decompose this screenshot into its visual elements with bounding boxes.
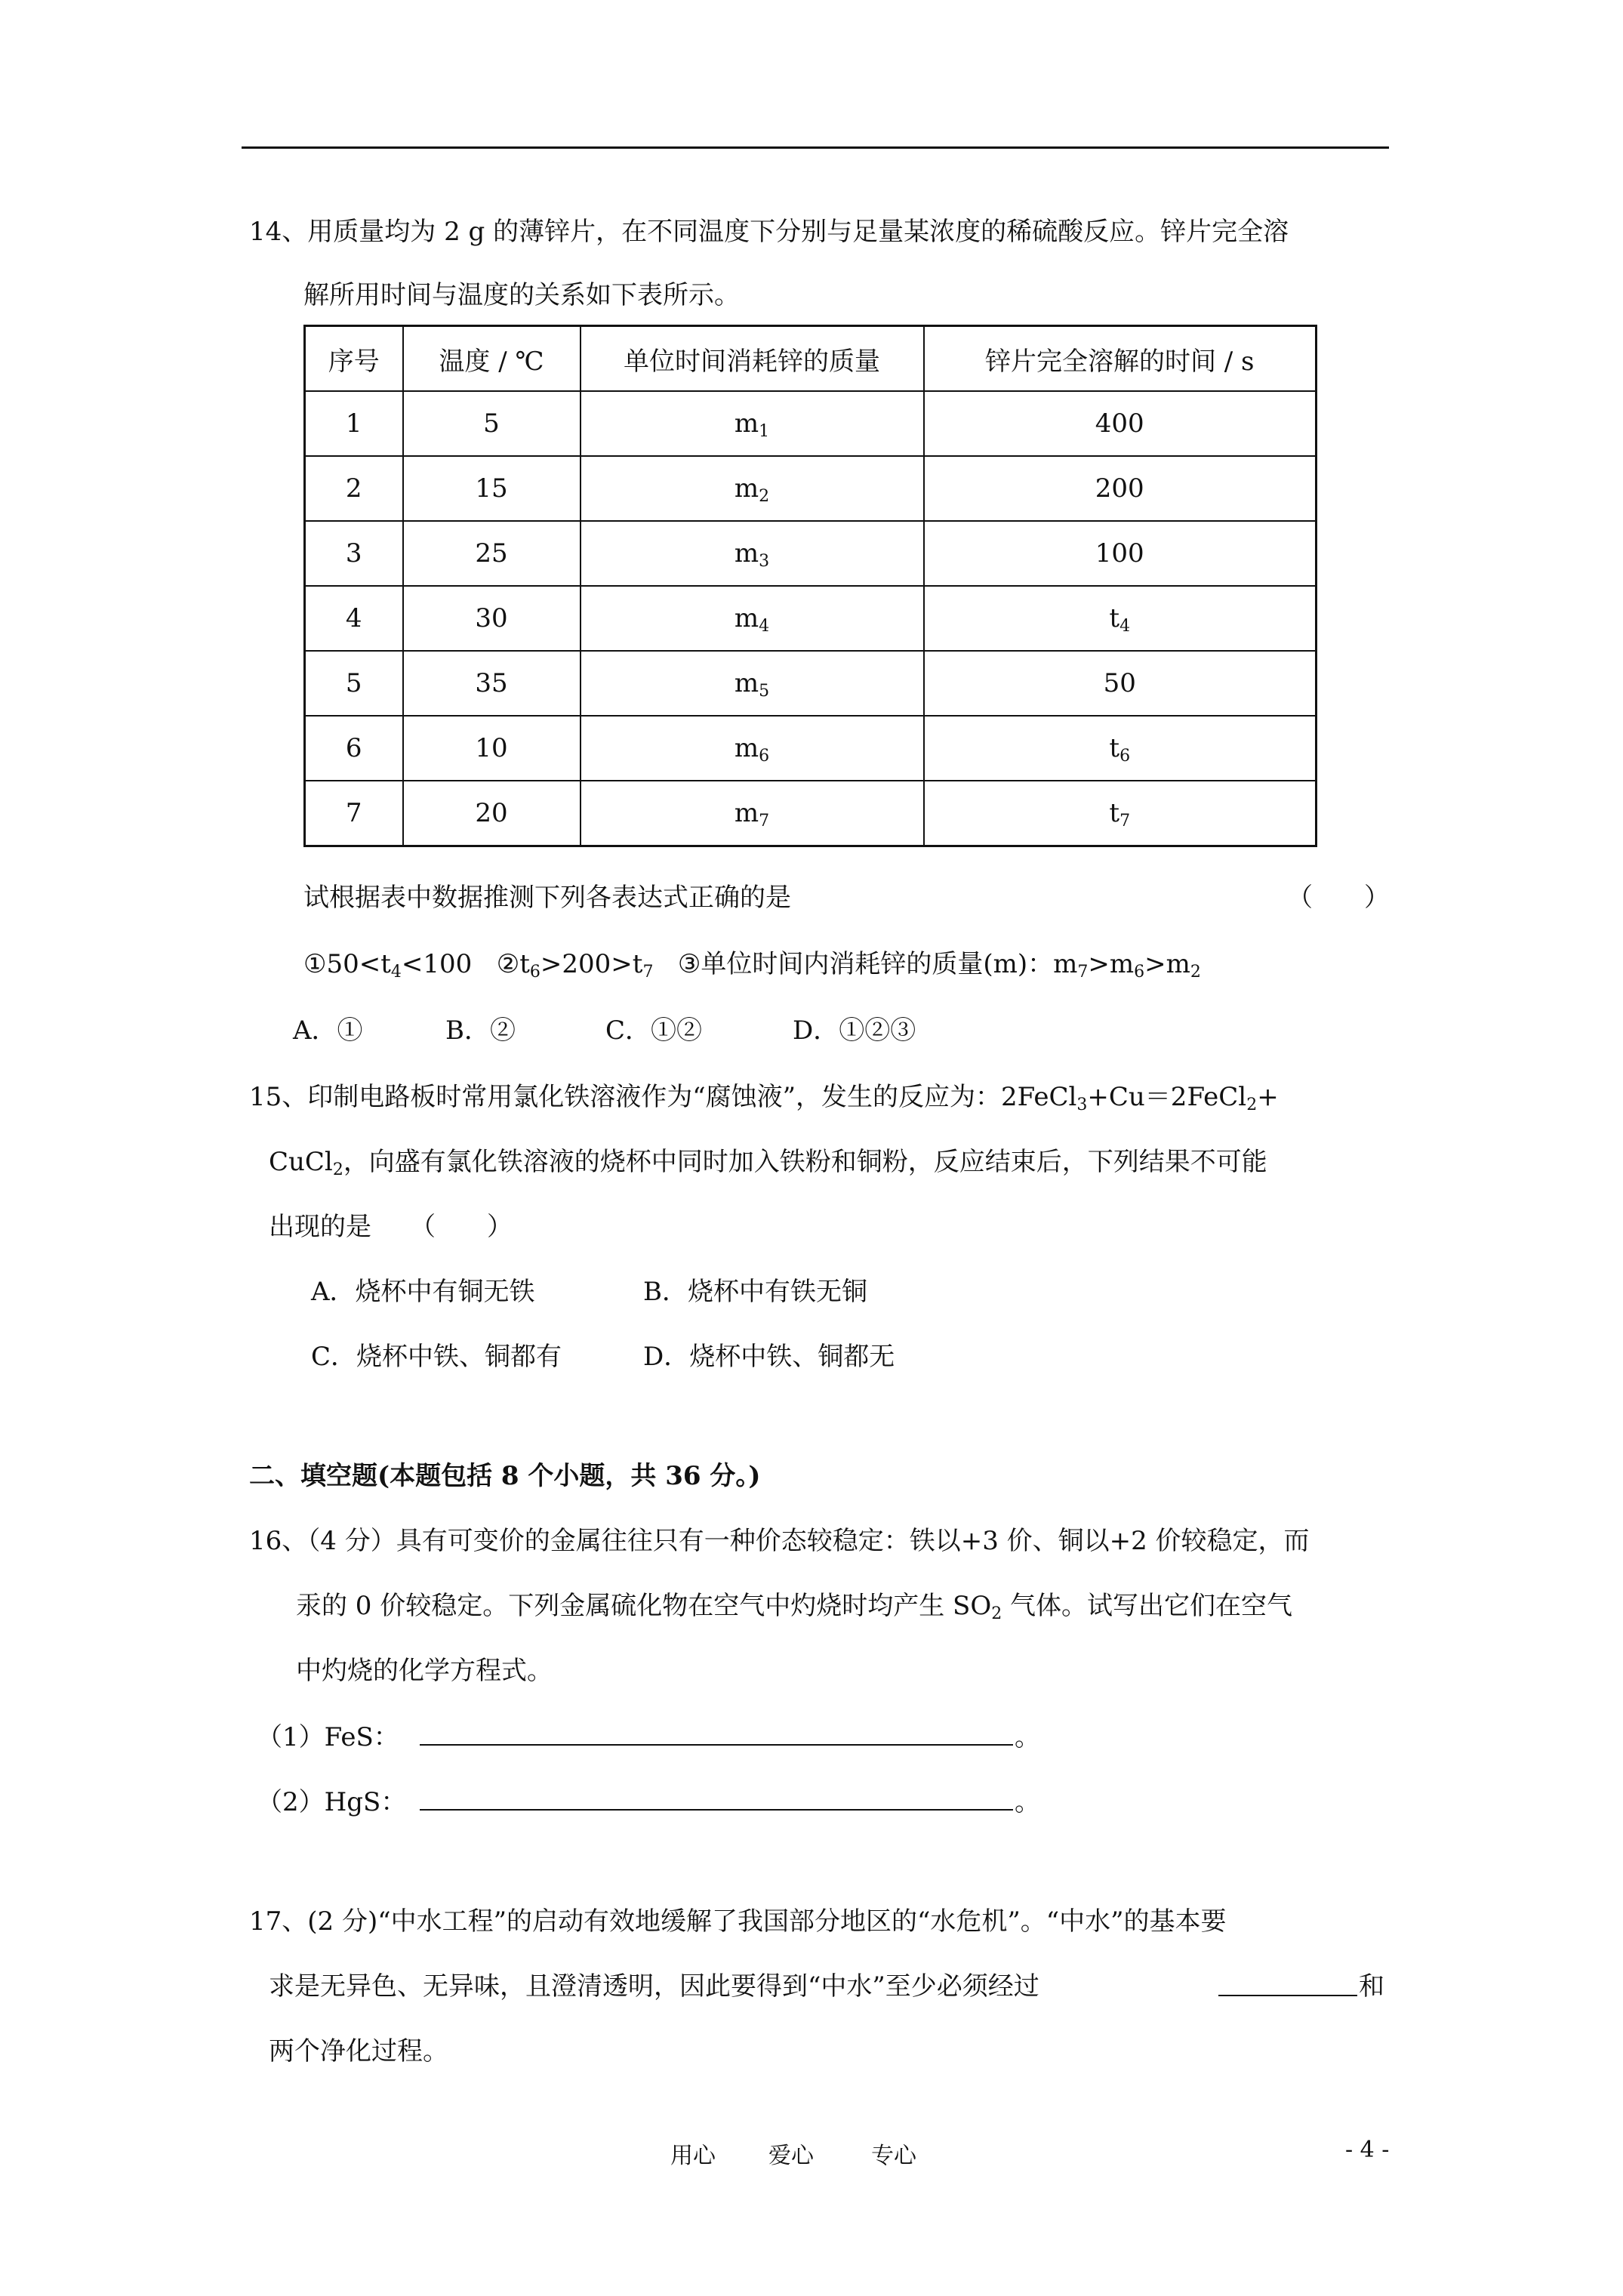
- cell-time-value: 100: [1095, 538, 1144, 569]
- q15-option-b: B．烧杯中有铁无铜: [643, 1277, 867, 1307]
- header-rule: [242, 146, 1389, 149]
- cell-mass-subscript: 7: [759, 812, 770, 831]
- table-row: [305, 586, 1317, 651]
- q16-sub1-label: （1）FeS：: [257, 1722, 399, 1752]
- cell-index: 6: [305, 716, 403, 781]
- q16-answer-blank-2[interactable]: [420, 1809, 1013, 1811]
- cell-time-value: 50: [1103, 668, 1136, 698]
- table-row: [305, 521, 1317, 586]
- cell-mass: [581, 391, 924, 456]
- q15-line2: CuCl$_2$，向盛有氯化铁溶液的烧杯中同时加入铁粉和铜粉，反应结束后，下列结果不可能: [269, 1147, 1267, 1179]
- q14-statements: [303, 945, 1201, 983]
- cell-mass-symbol: m: [734, 538, 759, 569]
- cell-index: 1: [305, 391, 403, 456]
- q15-option-c: C．烧杯中铁、铜都有: [311, 1342, 562, 1372]
- cell-temperature: 15: [403, 456, 581, 521]
- q14-prompt: 试根据表中数据推测下列各表达式正确的是: [303, 883, 791, 913]
- q14-option-b: B．②: [445, 1015, 516, 1046]
- cell-mass-subscript: 6: [759, 747, 770, 766]
- q16-line2: 汞的 0 价较稳定。下列金属硫化物在空气中灼烧时均产生 $SO_2$ 气体。试写出它们在空气: [296, 1591, 1293, 1623]
- footer-motto-1: 用心: [670, 2143, 716, 2169]
- cell-mass-subscript: 5: [759, 682, 770, 701]
- q14-line2: 解所用时间与温度的关系如下表所示。: [303, 280, 740, 310]
- footer-motto-3: 专心: [871, 2143, 916, 2169]
- q16-line1: 16、（4 分）具有可变价的金属往往只有一种价态较稳定：铁以+3 价、铜以+2 价较稳定，而: [249, 1526, 1310, 1556]
- cell-time-value: t: [1109, 603, 1120, 633]
- stmt3: ③单位时间内消耗锌的质量(m)：$m_7>m_6>m_2$: [677, 949, 1201, 982]
- cell-time: [924, 391, 1317, 456]
- table-row: [305, 716, 1317, 781]
- cell-mass: [581, 456, 924, 521]
- cell-time-value: 200: [1095, 473, 1144, 504]
- q14-line1: 14、用质量均为 2 g 的薄锌片，在不同温度下分别与足量某浓度的稀硫酸反应。锌片完全溶: [249, 217, 1289, 247]
- cell-time-value: t: [1109, 733, 1120, 763]
- cell-time-subscript: 4: [1119, 617, 1131, 636]
- cell-mass: [581, 716, 924, 781]
- cell-mass: [581, 586, 924, 651]
- table-row: [305, 781, 1317, 846]
- q14-option-a: A．①: [293, 1015, 363, 1046]
- q17-line1: 17、(2 分)“中水工程”的启动有效地缓解了我国部分地区的“水危机”。“中水”的基本要: [249, 1906, 1227, 1937]
- col-header-dissolve-time: 锌片完全溶解的时间 / s: [924, 326, 1317, 392]
- table-row: [305, 651, 1317, 716]
- q15-option-a: A．烧杯中有铜无铁: [311, 1277, 535, 1307]
- section-heading: 二、填空题(本题包括 8 个小题，共 36 分。): [249, 1461, 761, 1491]
- cell-mass-subscript: 3: [759, 552, 770, 571]
- stmt1: $①50<t_4<100$: [303, 949, 473, 982]
- cell-time: [924, 586, 1317, 651]
- cell-temperature: 10: [403, 716, 581, 781]
- q15-line1: 15、印制电路板时常用氯化铁溶液作为“腐蚀液”，发生的反应为：2FeCl$_3$+Cu＝2FeCl$_2$+: [249, 1082, 1279, 1114]
- cell-time: [924, 716, 1317, 781]
- cell-time: [924, 521, 1317, 586]
- cell-mass-symbol: m: [734, 798, 759, 828]
- page-number: - 4 -: [1345, 2137, 1390, 2163]
- q17-line2-text: 求是无异色、无异味，且澄清透明，因此要得到“中水”至少必须经过: [269, 1971, 1039, 2002]
- cell-mass: [581, 521, 924, 586]
- cell-mass-subscript: 4: [759, 617, 770, 636]
- table-row: [305, 456, 1317, 521]
- cell-mass-subscript: 2: [759, 487, 770, 506]
- cell-mass-symbol: m: [734, 473, 759, 504]
- q14-option-d: D．①②③: [793, 1015, 916, 1046]
- q16-sub2-end: 。: [1015, 1787, 1040, 1817]
- cell-time-value: 400: [1095, 408, 1144, 439]
- q15-option-d: D．烧杯中铁、铜都无: [643, 1342, 895, 1372]
- table-row: [305, 391, 1317, 456]
- cell-mass-subscript: 1: [759, 422, 770, 441]
- col-header-index: 序号: [305, 326, 403, 392]
- q15-line3: 出现的是 （ ）: [269, 1212, 513, 1242]
- col-header-temperature: 温度 / ℃: [403, 326, 581, 392]
- cell-index: 7: [305, 781, 403, 846]
- q14-option-c: C．①②: [605, 1015, 703, 1046]
- q16-sub1-end: 。: [1015, 1722, 1040, 1752]
- zinc-data-table: [303, 325, 1317, 847]
- cell-time: [924, 781, 1317, 846]
- q16-sub2-label: （2）HgS：: [257, 1787, 407, 1817]
- stmt2: $②t_6>200>t_7$: [496, 949, 654, 982]
- cell-time-subscript: 7: [1119, 812, 1131, 831]
- q17-line3: 两个净化过程。: [269, 2036, 448, 2066]
- cell-mass-symbol: m: [734, 733, 759, 763]
- q16-line3: 中灼烧的化学方程式。: [296, 1656, 553, 1686]
- cell-index: 2: [305, 456, 403, 521]
- q16-answer-blank-1[interactable]: [420, 1744, 1013, 1746]
- q17-line2-end: 和: [1359, 1971, 1384, 2002]
- cell-mass-symbol: m: [734, 408, 759, 439]
- q17-answer-blank[interactable]: [1218, 1995, 1357, 1996]
- cell-index: 3: [305, 521, 403, 586]
- cell-mass: [581, 651, 924, 716]
- cell-temperature: 25: [403, 521, 581, 586]
- cell-temperature: 30: [403, 586, 581, 651]
- cell-temperature: 5: [403, 391, 581, 456]
- col-header-mass-rate: 单位时间消耗锌的质量: [581, 326, 924, 392]
- cell-time-value: t: [1109, 798, 1120, 828]
- cell-temperature: 20: [403, 781, 581, 846]
- cell-index: 4: [305, 586, 403, 651]
- q14-answer-paren: （ ）: [1287, 883, 1390, 913]
- cell-time-subscript: 6: [1119, 747, 1131, 766]
- cell-temperature: 35: [403, 651, 581, 716]
- footer-motto-2: 爱心: [768, 2143, 814, 2169]
- cell-mass: [581, 781, 924, 846]
- cell-mass-symbol: m: [734, 668, 759, 698]
- cell-mass-symbol: m: [734, 603, 759, 633]
- cell-time: [924, 651, 1317, 716]
- cell-index: 5: [305, 651, 403, 716]
- cell-time: [924, 456, 1317, 521]
- table-header-row: [305, 326, 1317, 392]
